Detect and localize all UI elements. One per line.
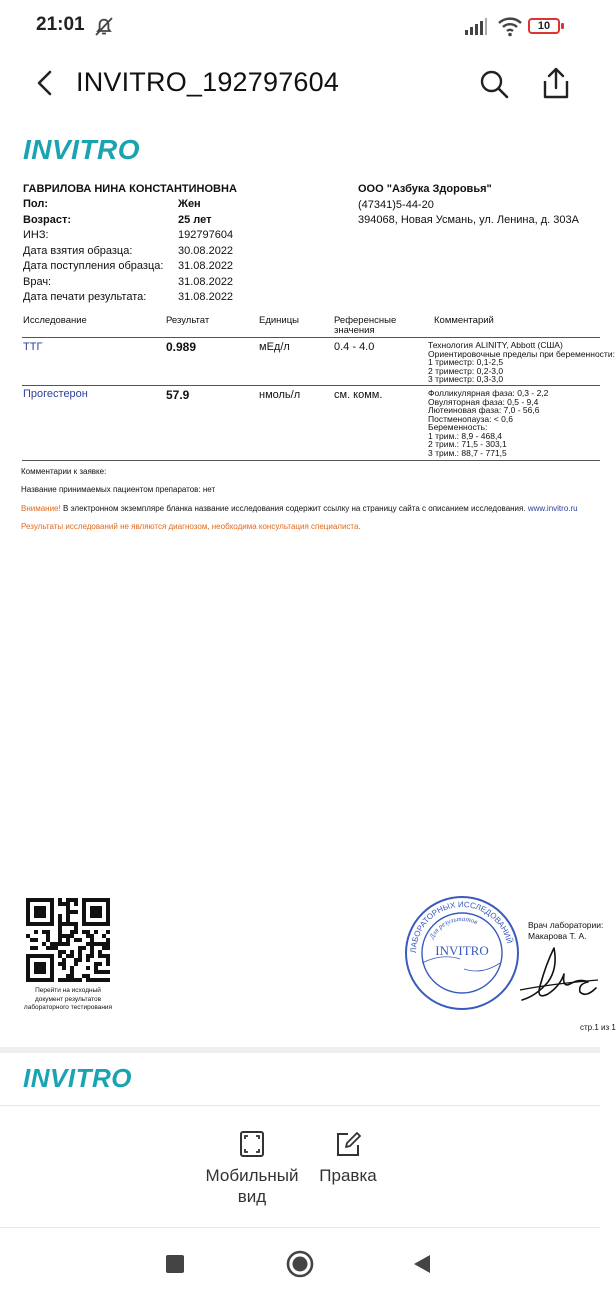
stamp-inner-path: Для результатов [427,914,479,941]
patient-field-row [23,244,353,260]
comment-line: 1 трим.: 8,9 - 468,4 [428,430,503,441]
drugs-note: Название принимаемых пациентом препаратов: нет [21,485,216,494]
comment-line: Овуляторная фаза: 0,5 - 9,4 [428,396,539,407]
col-header-reference: Референсные значения [334,315,397,336]
status-time: 21:01 [36,14,85,35]
doctor-name: Макарова Т. А. [528,931,587,941]
comment-line: 3 триместр: 0,3-3,0 [428,374,504,384]
recents-nav-button[interactable] [166,1255,184,1273]
patient-name: ГАВРИЛОВА НИНА КОНСТАНТИНОВНА [23,183,237,195]
edit-button[interactable] [314,1130,382,1186]
patient-field-value: 30.08.2022 [178,244,234,257]
reference-ttg: 0.4 - 4.0 [334,341,375,353]
row-rule [22,385,600,386]
doctor-signature [518,942,600,1006]
patient-field-label: Пол: [23,198,49,210]
stamp-center: INVITRO [435,943,489,958]
lab-phone: (47341)5-44-20 [358,198,434,211]
edit-label: Правка [319,1166,377,1185]
lab-block [358,182,579,229]
wifi-icon [497,15,523,37]
qr-code[interactable] [26,898,110,982]
comment-line: 2 триместр: 0,2-3,0 [428,365,504,376]
patient-field-label: Дата печати результата: [23,291,147,303]
table-header-rule [22,337,600,338]
result-progesterone: 57.9 [166,388,190,402]
patient-fields [23,197,353,306]
mobile-view-button[interactable] [200,1130,304,1207]
patient-field-value: 192797604 [178,229,234,241]
search-icon[interactable] [478,68,510,100]
qr-caption-line: лабораторного тестирования [23,1004,113,1011]
comment-ttg [428,340,615,384]
patient-field-row [23,290,353,306]
lab-name: ООО "Азбука Здоровья" [358,183,492,195]
col-header-test: Исследование [23,315,87,326]
signal-icon [464,18,488,36]
battery-tip [561,23,564,29]
share-icon[interactable] [540,66,572,100]
patient-field-label: Врач: [23,275,52,288]
warning-label: Внимание! [21,504,61,513]
warning-link[interactable]: www.invitro.ru [527,504,578,513]
invitro-logo-page2: INVITRO [23,1063,132,1093]
battery-icon: 10 [528,18,560,34]
units-ttg: мЕд/л [259,341,290,353]
patient-field-label: Возраст: [23,213,71,226]
lab-stamp [402,893,522,1013]
comment-line: 3 трим.: 88,7 - 771,5 [428,447,507,458]
patient-field-label: ИНЗ: [23,229,49,241]
stamp-ring-path: ЛАБОРАТОРНЫХ ИССЛЕДОВАНИЙ [408,899,514,954]
qr-caption [18,987,118,1013]
patient-field-value: 31.08.2022 [178,291,234,303]
patient-field-value: 25 лет [178,213,212,226]
comment-line: 2 трим.: 71,5 - 303,1 [428,439,507,449]
bell-muted-icon [92,14,116,38]
warning-note [21,503,600,515]
patient-field-row [23,275,353,291]
patient-field-row [23,197,353,213]
comment-progesterone [428,389,600,457]
nav-divider [0,1227,600,1228]
stamp-inner-text [427,915,479,941]
comment-line: 1 триместр: 0,1-2,5 [428,357,504,367]
patient-field-row [23,213,353,229]
result-ttg: 0.989 [166,340,197,354]
doctor-title: Врач лаборатории: [528,920,604,930]
status-bar [0,0,600,56]
mobile-view-label: Мобильный вид [205,1166,299,1206]
row-rule [22,460,600,461]
col-header-units: Единицы [259,315,300,326]
disclaimer: Результаты исследований не являются диагнозом, необходима консультация специалиста. [21,522,361,531]
patient-field-value: 31.08.2022 [178,275,234,288]
test-link-ttg[interactable]: ТТГ [23,341,43,353]
patient-field-value: Жен [178,198,201,210]
test-link-progesterone[interactable]: Прогестерон [23,388,88,400]
patient-field-row [23,228,353,244]
units-progesterone: нмоль/л [259,389,301,401]
patient-field-value: 31.08.2022 [178,260,234,272]
back-nav-button[interactable] [412,1254,432,1274]
page-separator [0,1047,600,1053]
col-header-result: Результат [166,315,210,326]
comment-line: Беременность: [428,422,488,432]
lab-address: 394068, Новая Усмань, ул. Ленина, д. 303А [358,214,579,226]
patient-block [23,182,237,198]
col-header-comment: Комментарий [434,315,494,326]
doctor-block [528,920,603,942]
invitro-logo: INVITRO [23,134,141,165]
patient-field-row [23,259,353,275]
edit-icon [335,1130,361,1158]
page-number: стр.1 из 1 [580,1023,616,1032]
comment-line: Технология ALINITY, Abbott (США) [428,340,563,350]
reference-progesterone: см. комм. [334,389,383,401]
back-arrow-icon[interactable] [30,68,60,98]
comment-line: Постменопауза: < 0,6 [428,413,513,424]
patient-field-label: Дата поступления образца: [23,260,164,272]
document-title: INVITRO_192797604 [76,67,340,97]
action-bar-divider [0,1105,600,1106]
mobile-view-icon [239,1130,265,1158]
comment-line: Фолликулярная фаза: 0,3 - 2,2 [428,388,549,398]
home-nav-button[interactable] [285,1249,315,1279]
comment-line: Ориентировочные пределы при беременности: [428,348,615,359]
qr-caption-line: Перейти на исходный [35,987,101,994]
qr-caption-line: документ результатов [34,995,102,1003]
order-comments: Комментарии к заявке: [21,467,107,476]
patient-field-label: Дата взятия образца: [23,244,133,257]
warning-text: В электронном экземпляре бланка название исследования содержит ссылку на страницу сайта с описанием исследования. [60,504,528,513]
comment-line: Лютеиновая фаза: 7,0 - 56,6 [428,405,540,415]
